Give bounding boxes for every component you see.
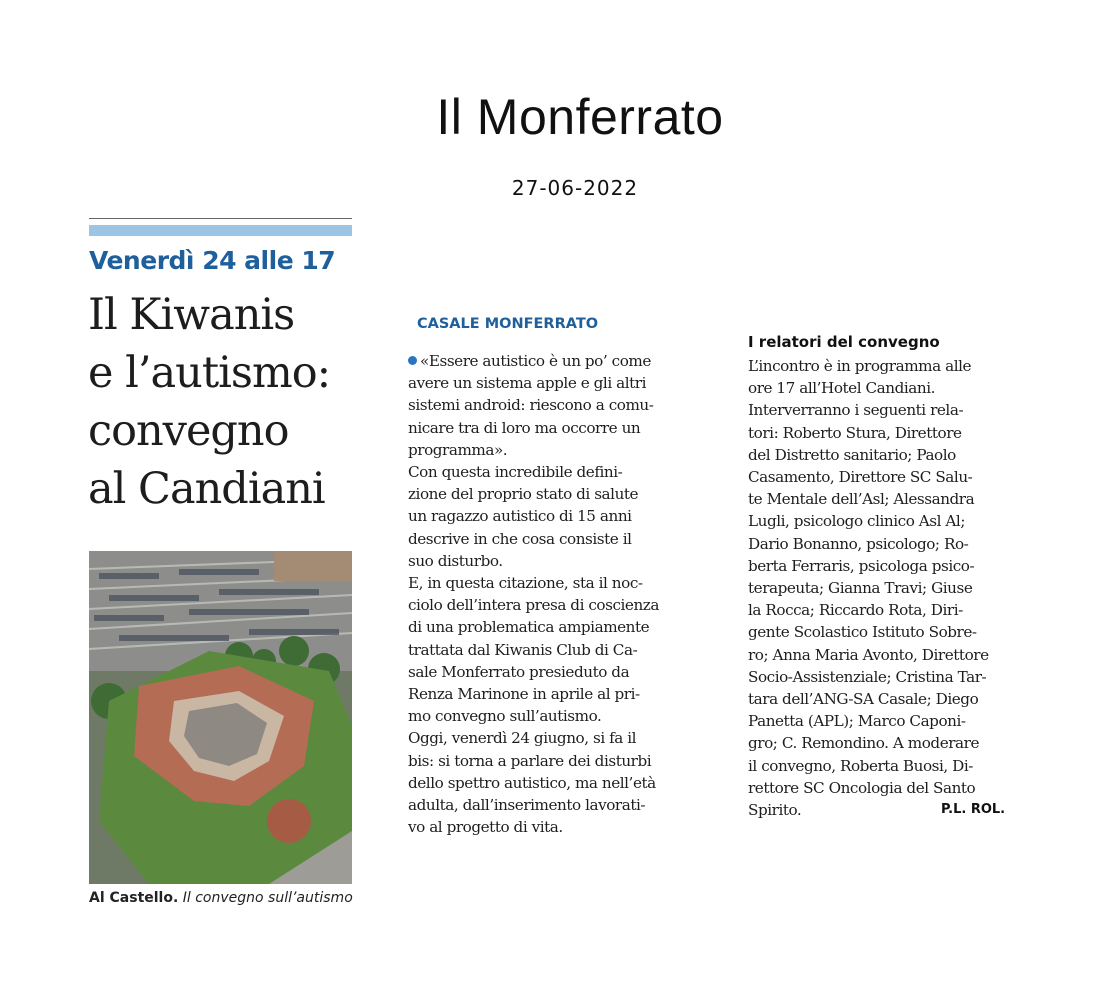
headline-line: al Candiani [88, 464, 325, 514]
text-line: sistemi android: riescono a comu- [408, 396, 654, 415]
castle-aerial-photo [89, 551, 352, 884]
text-line: Con questa incredibile defini- [408, 463, 623, 482]
divider-rule [89, 218, 352, 219]
text-line: mo convegno sull’autismo. [408, 707, 602, 726]
text-line: di una problematica ampiamente [408, 618, 650, 637]
text-line: Casamento, Direttore SC Salu- [748, 468, 973, 487]
text-line: la Rocca; Riccardo Rota, Diri- [748, 601, 963, 620]
text-line: zione del proprio stato di salute [408, 485, 639, 504]
text-line [408, 350, 678, 372]
text-line: dello spettro autistico, ma nell’età [408, 773, 656, 792]
text-line: tori: Roberto Stura, Direttore [748, 423, 962, 442]
text-line: terapeuta; Gianna Travi; Giuse [748, 579, 973, 598]
text-line: ciolo dell’intera presa di coscienza [408, 596, 659, 615]
text-line: Oggi, venerdì 24 giugno, si fa il [408, 729, 637, 748]
text-line: Panetta (APL); Marco Caponi- [748, 712, 966, 731]
caption-text: Il convegno sull’autismo [182, 890, 353, 906]
headline-line: e l’autismo: [88, 348, 331, 398]
text-line: descrive in che cosa consiste il [408, 529, 632, 548]
caption-lead: Al Castello. [89, 890, 179, 906]
publication-date: 27-06-2022 [511, 176, 639, 200]
text-line: adulta, dall’inserimento lavorati- [408, 796, 646, 815]
text-line: gro; C. Remondino. A moderare [748, 734, 980, 753]
text-line: bis: si torna a parlare dei disturbi [408, 751, 652, 770]
article-column-2 [748, 355, 1010, 821]
text-line: Lugli, psicologo clinico Asl Al; [748, 512, 966, 531]
photo-caption [89, 890, 353, 906]
article-column-1 [408, 350, 678, 838]
text-line: L’incontro è in programma alle [748, 357, 972, 375]
text-line: «Essere autistico è un po’ come [420, 352, 651, 370]
text-line: rettore SC Oncologia del Santo [748, 778, 976, 797]
text-line: Socio-Assistenziale; Cristina Tar- [748, 667, 987, 686]
text-line: gente Scolastico Istituto Sobre- [748, 623, 977, 642]
text-line: tara dell’ANG-SA Casale; Diego [748, 690, 979, 709]
text-line: il convegno, Roberta Buosi, Di- [748, 756, 973, 775]
text-line: nicare tra di loro ma occorre un [408, 418, 641, 437]
masthead-title: Il Monferrato [436, 89, 724, 145]
text-line: programma». [408, 440, 508, 459]
text-line: Interverranno i seguenti rela- [748, 401, 964, 420]
text-line: un ragazzo autistico di 15 anni [408, 507, 632, 526]
bullet-dot-icon [408, 356, 417, 365]
article-headline [88, 286, 378, 518]
text-line: E, in questa citazione, sta il noc- [408, 574, 643, 593]
text-line: te Mentale dell’Asl; Alessandra [748, 490, 975, 509]
text-line: avere un sistema apple e gli altri [408, 374, 646, 393]
author-signature: P.L. ROL. [941, 802, 1006, 817]
text-line: Dario Bonanno, psicologo; Ro- [748, 534, 969, 553]
article-kicker: Venerdì 24 alle 17 [89, 246, 336, 275]
text-line: suo disturbo. [408, 551, 503, 570]
accent-bar [89, 225, 352, 236]
text-line: ro; Anna Maria Avonto, Direttore [748, 645, 989, 664]
text-line: Renza Marinone in aprile al pri- [408, 685, 640, 704]
text-line: vo al progetto di vita. [408, 818, 563, 837]
headline-line: convegno [88, 406, 289, 456]
text-line: Spirito. [748, 801, 802, 820]
sidebar-subhead: I relatori del convegno [748, 333, 940, 351]
text-line: ore 17 all’Hotel Candiani. [748, 379, 935, 398]
section-label: CASALE MONFERRATO [417, 316, 599, 332]
text-line: berta Ferraris, psicologa psico- [748, 556, 975, 575]
headline-line: Il Kiwanis [88, 290, 295, 340]
text-line: sale Monferrato presieduto da [408, 662, 630, 681]
text-line: trattata dal Kiwanis Club di Ca- [408, 640, 638, 659]
text-line: del Distretto sanitario; Paolo [748, 445, 956, 464]
